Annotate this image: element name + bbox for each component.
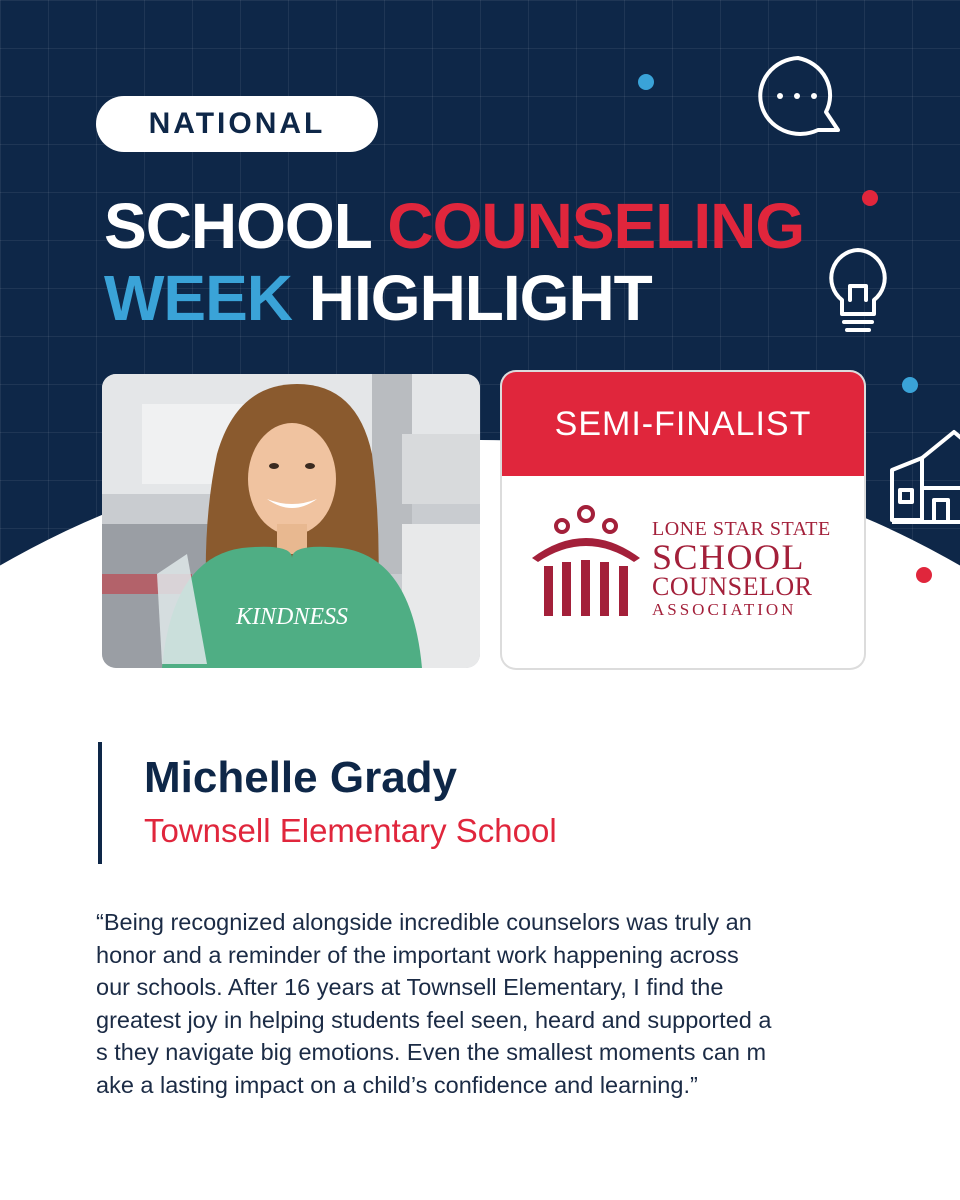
award-card xyxy=(502,372,864,668)
logo-line-3: COUNSELOR xyxy=(652,572,813,601)
school-building-icon xyxy=(892,432,960,522)
headline-line-1 xyxy=(104,190,804,262)
quote-line: our schools. After 16 years at Townsell Elementary, I find the xyxy=(96,974,724,1000)
lightbulb-icon xyxy=(831,250,884,330)
chat-bubble-icon xyxy=(760,58,838,134)
blue-dot xyxy=(638,74,654,90)
national-badge-label: NATIONAL xyxy=(148,107,326,140)
headline-word-counseling: COUNSELING xyxy=(387,190,805,262)
award-header xyxy=(502,372,864,476)
shirt-text: KINDNESS xyxy=(235,604,349,630)
award-title: SEMI-FINALIST xyxy=(554,404,812,443)
red-dot xyxy=(862,190,878,206)
honoree-school: Townsell Elementary School xyxy=(144,812,557,849)
honoree-name: Michelle Grady xyxy=(144,753,458,802)
red-dot xyxy=(916,567,932,583)
quote-line: greatest joy in helping students feel seen, heard and supported a xyxy=(96,1006,772,1033)
lsssca-logo xyxy=(526,500,846,624)
headline-word-highlight: HIGHLIGHT xyxy=(308,262,652,334)
quote-line: s they navigate big emotions. Even the smallest moments can m xyxy=(96,1039,767,1065)
capitol-icon xyxy=(526,500,646,624)
quote-line: ake a lasting impact on a child’s confidence and learning.” xyxy=(96,1071,698,1098)
honoree-photo xyxy=(102,374,480,668)
quote-line: honor and a reminder of the important work happening across xyxy=(96,941,739,968)
headline-word-school: SCHOOL xyxy=(104,190,371,262)
logo-text xyxy=(652,518,831,620)
headline xyxy=(104,190,804,334)
logo-line-2: SCHOOL xyxy=(652,537,806,577)
quote xyxy=(96,906,886,1101)
honoree-block xyxy=(98,742,557,864)
blue-dot xyxy=(902,377,918,393)
quote-line: “Being recognized alongside incredible counselors was truly an xyxy=(96,909,752,935)
headline-word-week: WEEK xyxy=(104,262,292,334)
national-badge xyxy=(96,96,378,152)
logo-line-4: ASSOCIATION xyxy=(652,600,797,619)
logo-line-1: LONE STAR STATE xyxy=(652,518,831,540)
headline-line-2 xyxy=(104,262,804,334)
